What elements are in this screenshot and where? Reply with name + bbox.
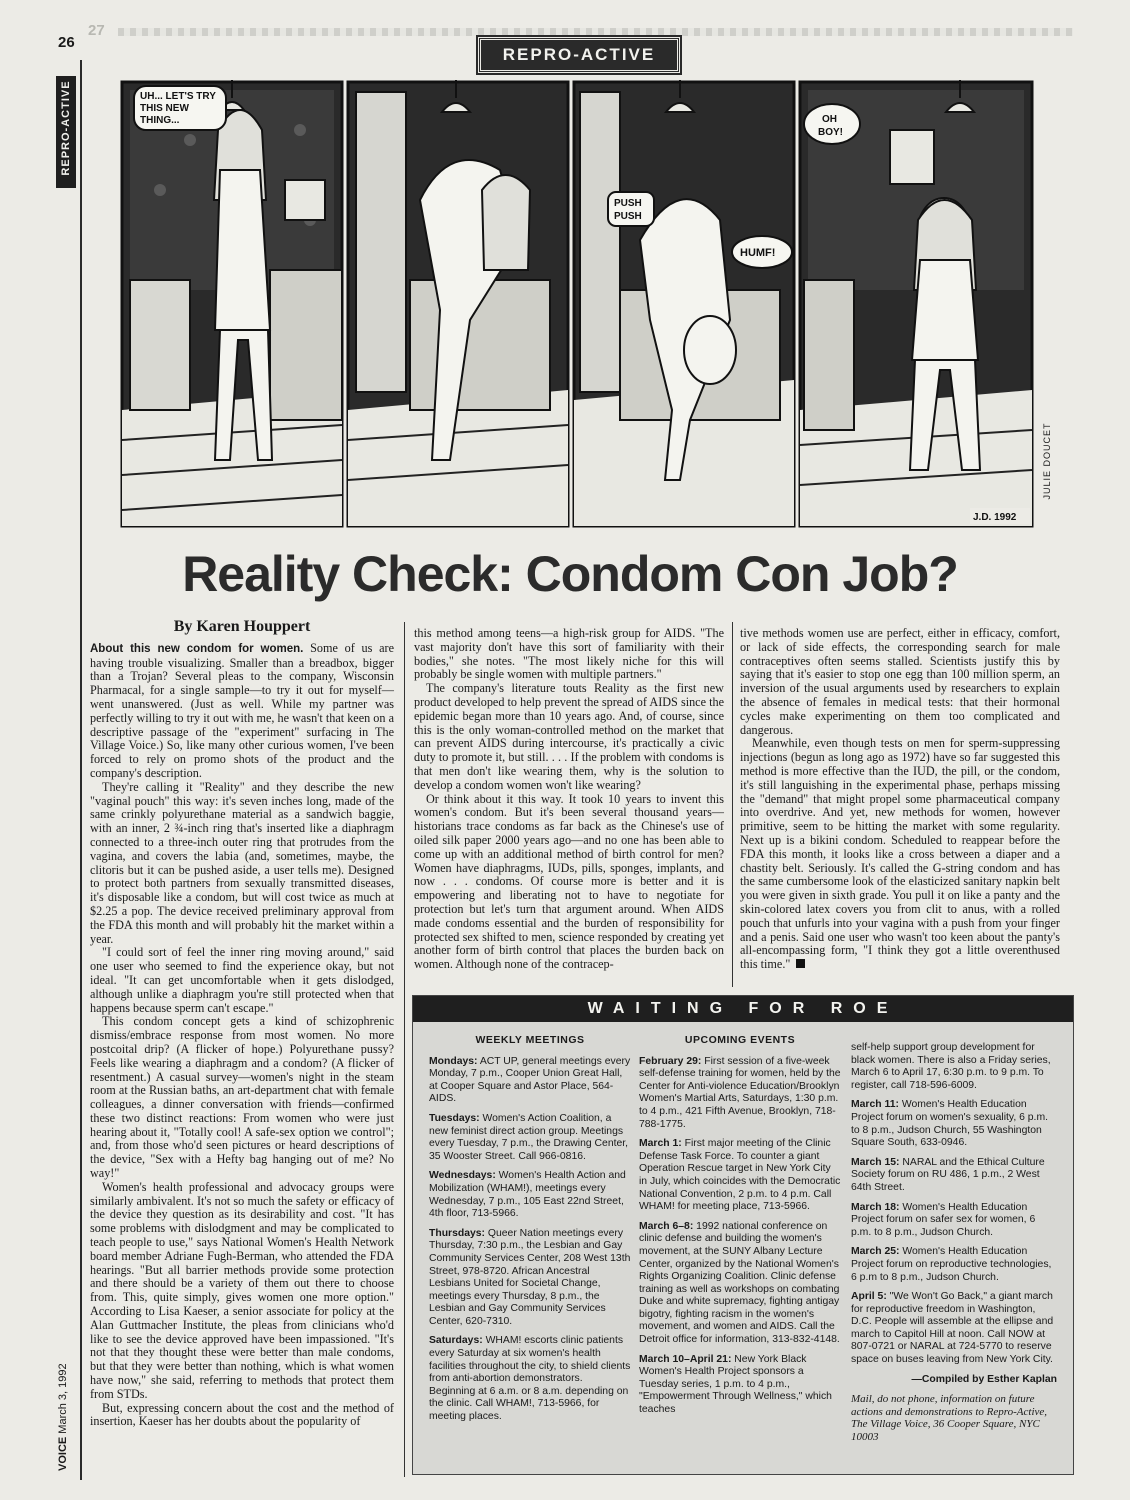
listing-text: Women's Health Action and Mobilization (WHAM!), meetings every Wednesday, 7 p.m., 105 East 22nd Street, 4th floor, 713-5966. xyxy=(429,1170,626,1220)
article-paragraph xyxy=(740,737,1060,972)
article-paragraph: The company's literature touts Reality as the first new product developed to help prevent the spread of AIDS since the epidemic began more than 10 years ago. And, of course, since this is the only woman-controlled method on the market that can prevent AIDS during intercourse, it's practically a civic duty to promote it, but still. . . . If the problem with condoms is that men don't like wearing them, why is the solution to develop a condom women won't like wearing? xyxy=(414,681,724,792)
listing-text: 1992 national conference on clinic defense and building the women's movement, at the SUNY Albany Lecture Center, organized by the National Women's Rights Organizing Coalition. Clinic defense training as well as workshops on combating Duke and white supremacy, fighting antigay bigotry, fighting racism in the women's movement, and women and AIDS. Call the Detroit office for information, 313-832-4148. xyxy=(639,1220,840,1346)
column-rule xyxy=(732,622,733,987)
footer-text xyxy=(57,1345,69,1471)
comic-strip xyxy=(120,80,1035,528)
listing-text: Women's Health Education Project forum on women's sexuality, 6 p.m. to 8 p.m., Judson Church, 55 Washington Square South, 633-0946. xyxy=(851,1099,1048,1149)
side-section-label xyxy=(56,76,76,188)
listing-day: Wednesdays: xyxy=(429,1170,496,1182)
listing-day: Thursdays: xyxy=(429,1227,486,1239)
article-paragraph: "I could sort of feel the inner ring moving around," said one user who seemed to find the experience okay, but not ideal. "It can get uncomfortable when it gets dislodged, although unlike a diaphragm you're still protected when that happens because sperm can't escape." xyxy=(90,945,394,1015)
listing-item xyxy=(639,1138,841,1214)
listing-day: March 15: xyxy=(851,1156,900,1168)
comic-bubble-3: HUMF! xyxy=(740,247,776,259)
lead-in: About this new condom for women. xyxy=(90,642,304,655)
listing-day: March 1: xyxy=(639,1138,682,1150)
comic-bubble-4-line-1: OH xyxy=(822,114,837,125)
listing-text: ACT UP, general meetings every Monday, 7 p.m., Cooper Union Great Hall, at Cooper Square and Astor Place, 564-AIDS. xyxy=(429,1055,631,1105)
listing-text: Women's Action Coalition, a new feminist direct action group. Meetings every Tuesday, 7 p.m., the Drawing Center, 35 Wooster Street. Call 966-0816. xyxy=(429,1112,629,1162)
comic-bubble-1-line-3: THING... xyxy=(140,115,180,126)
listing-day: March 25: xyxy=(851,1246,900,1258)
listing-item xyxy=(851,1246,1057,1284)
photo-credit xyxy=(1040,400,1054,530)
comic-bubble-2-line-1: PUSH xyxy=(614,198,642,209)
side-section-label-text: REPRO-ACTIVE xyxy=(60,80,72,176)
listing-text: First session of a five-week self-defense training for women, held by the Center for Anti-violence Education/Brooklyn Women's Martial Arts, Saturdays, 1:30 p.m. to 4 p.m., 421 Fifth Avenue, Brooklyn, 718-788-1775. xyxy=(639,1055,841,1130)
left-rule xyxy=(80,60,82,1480)
comic-signature: J.D. 1992 xyxy=(973,512,1017,523)
submission-note: Mail, do not phone, information on future actions and demonstrations to Repro-Active, The Village Voice, 36 Cooper Square, NYC 10003 xyxy=(851,1393,1048,1444)
article-column-1 xyxy=(90,620,394,1429)
faint-page-number: 27 xyxy=(88,22,105,39)
waiting-for-roe-title: WAITING FOR ROE xyxy=(413,996,1073,1022)
article-paragraph: But, expressing concern about the cost and the method of insertion, Kaeser has her doubts about the popularity of xyxy=(90,1400,394,1429)
end-of-article-mark xyxy=(796,959,805,968)
listing-text: WHAM! escorts clinic patients every Saturday at six women's health facilities throughout the city, to shield clients from anti-abortion demonstrators. Beginning at 6 a.m. or 8 a.m. depending on the clinic. Call WHAM!, 713-5966, for meeting places. xyxy=(429,1335,631,1423)
section-tag: REPRO-ACTIVE xyxy=(478,37,680,73)
compiled-by: —Compiled by Esther Kaplan xyxy=(911,1373,1057,1385)
upcoming-events-heading: UPCOMING EVENTS xyxy=(684,1034,796,1046)
listing-day: April 5: xyxy=(851,1291,887,1303)
listing-text: Queer Nation meetings every Thursday, 7:30 p.m., the Lesbian and Gay Community Services Center, 208 West 13th Street, 978-8720. African Ancestral Lesbians United for Societal Change, meetings every Thursday, 8 p.m., the Lesbian and Gay Community Services Center, 620-7310. xyxy=(429,1227,631,1327)
listing-day: March 10–April 21: xyxy=(639,1353,732,1365)
closing-paragraph-text: Meanwhile, even though tests on men for sperm-suppressing injections (begun as long ago as 1972) have so far suggested this method is more effective than the IUD, the pill, or the condom, it's still languishing in the experimental phase, perhaps missing the "demand" that might propel some pharmaceutical company into overdrive. And yet, new methods for women, however primitive, seem to be hitting the market with some regularity. Next up is a bikini condom. Scheduled to reappear before the FDA this month, it looks like a cross between a diaper and a chastity belt. Seriously. It's called the G-string condom and has the same cumbersome look of the elasticized sanitary napkin belt you were given in sixth grade. You pull it on like a panty and the skin-colored latex covers you from clit to anus, with a rolled pouch that unfurls into your vagina with a push from your finger and a penis. Said one user who wasn't too keen about the panty's all-encompassing form, "I think they got a little overenthused this time." xyxy=(740,736,1060,972)
listing-day: March 6–8: xyxy=(639,1220,694,1232)
lead-text: Some of us are having trouble visualizing. Smaller than a breadbox, bigger than a Trojan? Several pleas to the company, Wisconsin Pharmacal, for a single sample—to try it out for myself—went unanswered. (Just as well. While my partner was perfectly willing to try it out with me, he wasn't that keen on a descriptive passage of the "experiment" surfacing in The Village Voice.) So, like many other curious women, I've been forced to rely on promo shots of the product and the company's description. xyxy=(90,640,394,780)
listing-item xyxy=(851,1099,1057,1149)
photo-credit-text: JULIE DOUCET xyxy=(1042,422,1052,500)
article-paragraph: tive methods women use are perfect, either in efficacy, comfort, or lack of side effects, the corresponding search for male contraceptives often seems stalled. Scientists justify this by saying that it's easier to stop one egg than 100 million sperm, an inversion of the usual arguments used by researchers to explain the absence of females in medical tests: that their hormonal cycles make experimenting on them too complicated and dangerous. xyxy=(740,626,1060,737)
listing-day: Saturdays: xyxy=(429,1335,483,1347)
comic-panel-3 xyxy=(574,80,794,526)
article-paragraph: This condom concept gets a kind of schizophrenic dismiss/embrace response from most women. No more postcoital drip? (A flicker of hope.) Polyurethane pussy? Feels like wearing a diaphragm and a condom? (A flicker of resentment.) A casual survey—women's night in the steam room at the Russian baths, an art-department chat with female colleagues, a dinner conversation with friends—confirmed these two distinct reactions: From women who were just hearing about it, "Totally cool! A safe-sex option we control"; and, from those who'd seen pictures or heard descriptions of the device, "Sex with a Hefty bag hanging out of me? No way!" xyxy=(90,1014,394,1181)
article-paragraph: Women's health professional and advocacy groups were similarly ambivalent. It's not so much the safety or efficacy of the device they question as its desirability and cost. "It has some problems with dislodgment and may be complicated to teach people to use," says National Women's Health Network board member Adriane Fugh-Berman, who attended the FDA hearings. "But all barrier methods provide some protection and there should be a variety of them out there to choose from. This, quite simply, gives women one more option." According to Lisa Kaeser, a senior associate for policy at the Alan Guttmacher Institute, the pleas from clinicians who'd like to see the device approved have been impassioned. "It's not that they thought these were better than male condoms, but that they were better than nothing, which is what women have now," she said, referring to methods that protect them from STDs. xyxy=(90,1179,394,1401)
listing-item xyxy=(851,1202,1057,1240)
listing-day: March 11: xyxy=(851,1099,899,1111)
listing-item xyxy=(429,1228,631,1329)
upcoming-events-column xyxy=(639,1034,841,1424)
footer-date-line xyxy=(48,1350,78,1480)
article-column-3 xyxy=(740,627,1060,972)
upcoming-events-column-2 xyxy=(851,1042,1057,1451)
listing-day: Mondays: xyxy=(429,1055,478,1067)
weekly-meetings-column xyxy=(429,1034,631,1431)
listing-day: March 18: xyxy=(851,1201,900,1213)
top-strip xyxy=(118,28,1073,36)
listing-item xyxy=(429,1113,631,1163)
weekly-meetings-heading: WEEKLY MEETINGS xyxy=(475,1034,585,1046)
article-paragraph: They're calling it "Reality" and they describe the new "vaginal pouch" this way: it's seven inches long, made of the same crinkly polyurethane material as a sandwich baggie, with an inner, 2 ¾-inch ring that's inserted like a diaphragm connected to a three-inch outer ring that protrudes from the vagina, and covers the labia (and, sometimes, maybe, the clitoris but it can be pushed aside, a user tells me). Designed to protect both partners from sexually transmitted diseases, it's disposable like a condom, but will cost twice as much at $2.25 a pop. The device received preliminary approval from the FDA this month and will probably hit the market within a year. xyxy=(90,779,394,946)
comic-bubble-2-line-2: PUSH xyxy=(614,211,642,222)
listing-text: Women's Health Education Project forum on safer sex for women, 6 p.m. to 8 p.m., Judson Church. xyxy=(851,1201,1036,1238)
listing-item xyxy=(851,1291,1057,1367)
article-paragraph xyxy=(90,642,394,781)
listing-text: New York Black Women's Health Project sponsors a Tuesday series, 1 p.m. to 4 p.m., "Empowerment Through Wellness," which teaches xyxy=(639,1353,832,1416)
comic-bubble-1-line-2: THIS NEW xyxy=(140,103,189,114)
article-paragraph: this method among teens—a high-risk group for AIDS. "The vast majority don't have this sort of familiarity with their bodies," she notes. "The most likely niche for this will probably be single women with multiple partners." xyxy=(414,626,724,682)
listing-item xyxy=(851,1042,1057,1092)
comic-panel-2 xyxy=(348,80,568,526)
listing-item xyxy=(639,1056,841,1132)
comic-panel-4 xyxy=(800,80,1032,526)
listing-text: "We Won't Go Back," a giant march for reproductive freedom in Washington, D.C. People will assemble at the ellipse and march to Capitol Hill at noon. Call NOW at 807-0721 or NARAL at 724-5770 to reserve space on buses leaving from New York City. xyxy=(851,1291,1054,1366)
page-number: 26 xyxy=(58,34,75,51)
listing-item xyxy=(429,1335,631,1423)
listing-day: February 29: xyxy=(639,1055,702,1067)
comic-bubble-1-line-1: UH... LET'S TRY xyxy=(140,91,216,102)
waiting-for-roe-box xyxy=(412,995,1074,1475)
listing-item xyxy=(851,1157,1057,1195)
comic-panel-1 xyxy=(122,80,342,526)
article-headline: Reality Check: Condom Con Job? xyxy=(182,546,958,602)
listing-text: self-help support group development for black women. There is also a Friday series, March 6 to April 17, 6:30 p.m. to 9 p.m. To register, call 718-596-6009. xyxy=(851,1042,1051,1091)
listing-text: Women's Health Education Project forum on reproductive technologies, 6 p.m to 8 p.m., Judson Church. xyxy=(851,1246,1052,1283)
listing-item xyxy=(639,1221,841,1347)
comic-bubble-4-line-2: BOY! xyxy=(818,127,843,138)
listing-day: Tuesdays: xyxy=(429,1112,480,1124)
listing-item xyxy=(429,1170,631,1220)
listing-text: First major meeting of the Clinic Defense Task Force. To counter a giant Operation Rescue target in New York City in July, which coincides with the Democratic National Convention, 2 p.m. to 4 p.m. Call WHAM! for meeting place, 713-5966. xyxy=(639,1138,841,1213)
article-paragraph: Or think about it this way. It took 10 years to invent this women's condom. But it's been several thousand years—historians trace condoms as far back as the Chinese's use of oiled silk paper 2000 years ago—and no one has been able to come up with an additional method of birth control for men? Women have diaphragms, IUDs, pills, sponges, implants, and now . . . condoms. Of course more is better and it is empowering and liberating not to have to negotiate for protection but let's turn that argument around. When AIDS made condoms essential and the burden of responsibility for protected sex shifted to men, science responded by creating yet another form of birth control that places the burden back on women. Although none of the contracep- xyxy=(414,791,724,972)
column-rule xyxy=(404,622,405,1477)
footer-date: March 3, 1992 xyxy=(57,1363,69,1434)
listing-item xyxy=(639,1354,841,1417)
listing-text: NARAL and the Ethical Culture Society forum on RU 486, 1 p.m., 2 West 64th Street. xyxy=(851,1156,1045,1193)
byline: By Karen Houppert xyxy=(173,618,311,635)
listing-item xyxy=(429,1056,631,1106)
article-column-2 xyxy=(414,627,724,972)
footer-pub: VOICE xyxy=(57,1436,69,1471)
